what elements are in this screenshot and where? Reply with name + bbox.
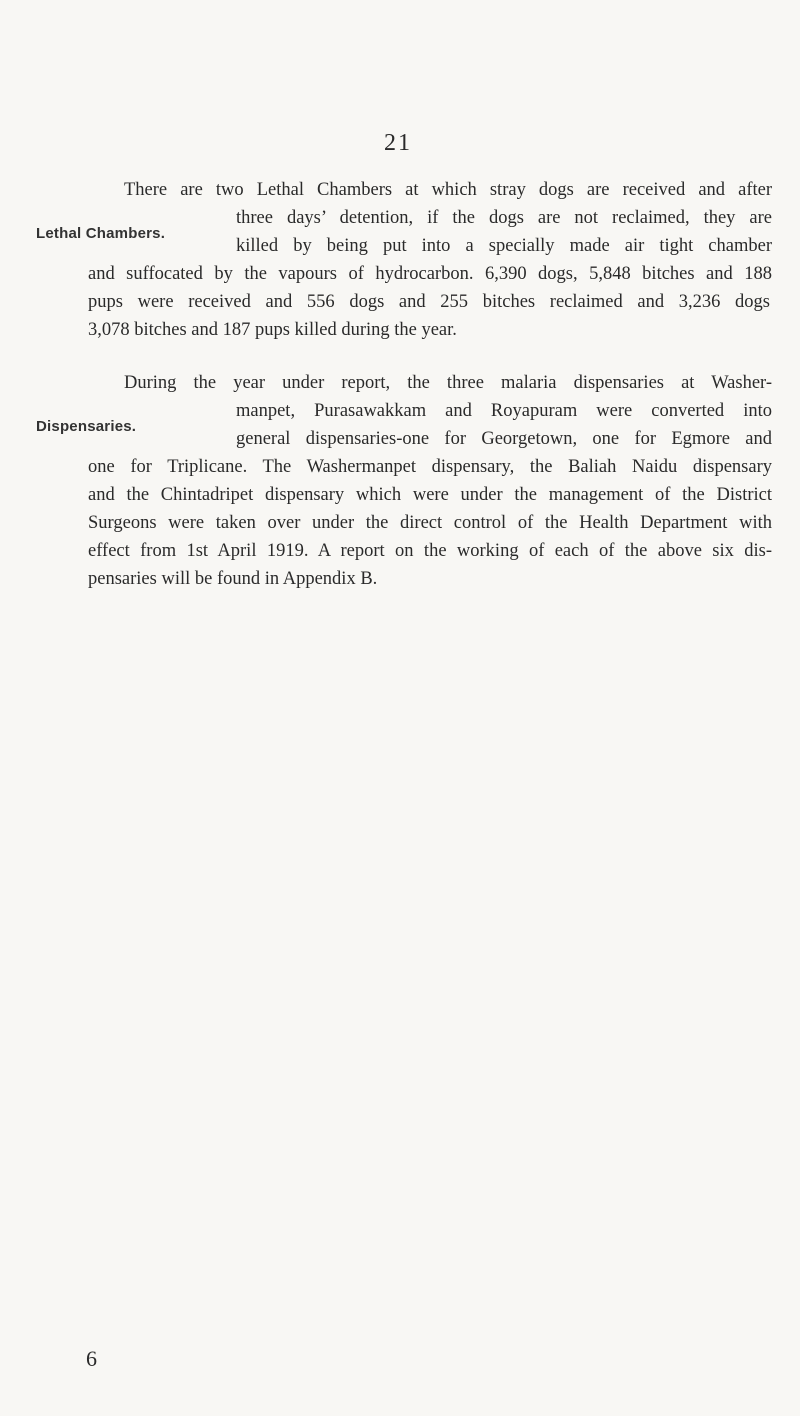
side-heading-dispensaries: Dispensaries. <box>36 418 137 435</box>
paragraph-line: pups were received and 556 dogs and 255 bitches reclaimed and 3,236 dogs <box>88 292 770 312</box>
paragraph-line: pensaries will be found in Appendix B. <box>88 569 378 589</box>
paragraph-line: one for Triplicane. The Washermanpet dispensary, the Baliah Naidu dispensary <box>88 457 772 477</box>
paragraph-line: effect from 1st April 1919. A report on the working of each of the above six dis- <box>88 541 772 561</box>
paragraph-line: There are two Lethal Chambers at which stray dogs are received and after <box>124 180 772 200</box>
paragraph-line: During the year under report, the three malaria dispensaries at Washer- <box>124 373 772 393</box>
paragraph-line: general dispensaries-one for Georgetown, one for Egmore and <box>236 429 772 449</box>
paragraph-line: three days’ detention, if the dogs are not reclaimed, they are <box>236 208 772 228</box>
paragraph-line: and the Chintadripet dispensary which were under the management of the District <box>88 485 772 505</box>
paragraph-line: and suffocated by the vapours of hydrocarbon. 6,390 dogs, 5,848 bitches and 188 <box>88 264 772 284</box>
side-heading-lethal-chambers: Lethal Chambers. <box>36 225 166 242</box>
paragraph-line: killed by being put into a specially made air tight chamber <box>236 236 772 256</box>
paragraph-line: manpet, Purasawakkam and Royapuram were converted into <box>236 401 772 421</box>
paragraph-line: 3,078 bitches and 187 pups killed during the year. <box>88 320 457 340</box>
page-number: 21 <box>384 130 412 156</box>
paragraph-line: Surgeons were taken over under the direct control of the Health Department with <box>88 513 772 533</box>
footer-page-number: 6 <box>86 1346 97 1371</box>
